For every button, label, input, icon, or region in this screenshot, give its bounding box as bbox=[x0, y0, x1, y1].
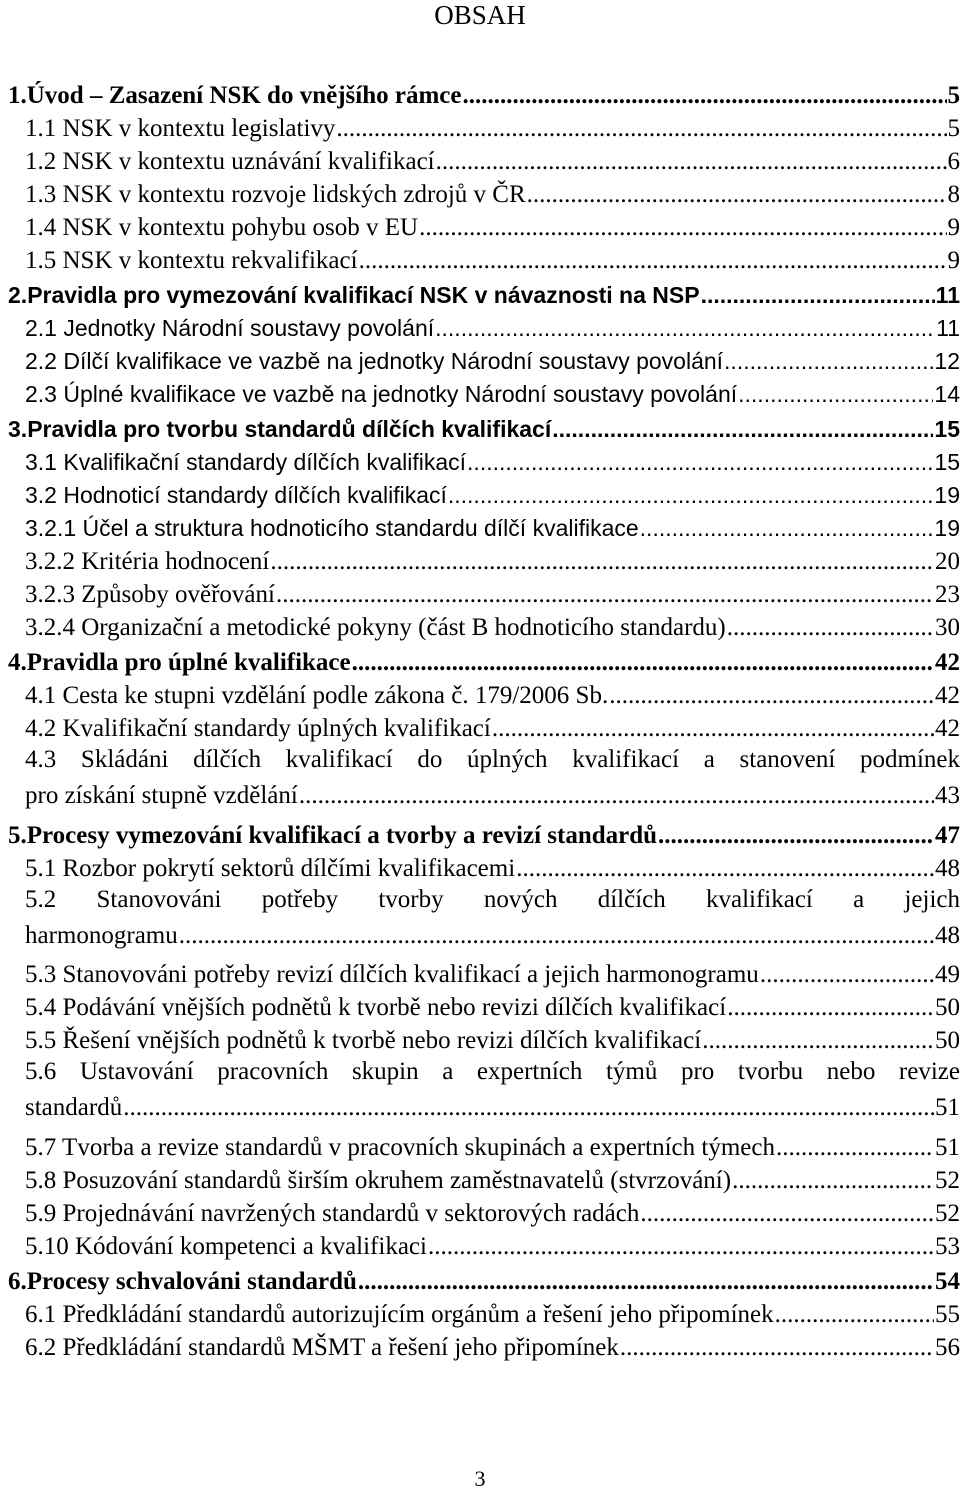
dot-leader bbox=[448, 482, 934, 509]
toc-page-number: 51 bbox=[935, 1094, 960, 1121]
toc-entry-text: 4.2 Kvalifikační standardy úplných kvalifikací bbox=[25, 715, 491, 742]
toc-page-number: 9 bbox=[947, 247, 960, 274]
dot-leader bbox=[732, 1167, 934, 1195]
toc-page-number: 56 bbox=[935, 1334, 960, 1361]
toc-entry-text: 5.3 Stanovováni potřeby revizí dílčích kvalifikací a jejich harmonogramu bbox=[25, 961, 759, 988]
toc-page-number: 11 bbox=[936, 315, 960, 341]
toc-chapter-number: 1. bbox=[8, 82, 27, 109]
toc-entry-text: 4.1 Cesta ke stupni vzdělání podle zákona č. 179/2006 Sb. bbox=[25, 682, 609, 709]
toc-entry[interactable] bbox=[25, 1301, 960, 1329]
dot-leader bbox=[462, 82, 946, 110]
toc-page-number: 50 bbox=[935, 1027, 960, 1054]
toc-entry-continuation[interactable] bbox=[25, 922, 960, 950]
toc-entry-continuation[interactable] bbox=[25, 1094, 960, 1122]
toc-entry[interactable] bbox=[25, 1334, 960, 1362]
toc-page-number: 19 bbox=[934, 482, 960, 508]
page-title: OBSAH bbox=[434, 0, 526, 30]
dot-leader bbox=[640, 1200, 934, 1228]
toc-entry[interactable] bbox=[25, 1134, 960, 1162]
toc-entry-text: Úvod – Zasazení NSK do vnějšího rámce bbox=[26, 82, 462, 109]
dot-leader bbox=[467, 449, 933, 476]
toc-entry[interactable] bbox=[25, 682, 960, 710]
toc-entry[interactable] bbox=[25, 482, 960, 509]
toc-entry-text: 6.2 Předkládání standardů MŠMT a řešení jeho připomínek bbox=[25, 1334, 619, 1361]
toc-entry[interactable] bbox=[25, 515, 960, 542]
toc-entry-text: 2.1 Jednotky Národní soustavy povolání bbox=[25, 315, 435, 341]
toc-entry[interactable] bbox=[25, 581, 960, 609]
toc-entry-text: 3.2.1 Účel a struktura hodnoticího standardu dílčí kvalifikace bbox=[25, 515, 639, 541]
toc-page-number: 30 bbox=[935, 614, 960, 641]
toc-chapter[interactable] bbox=[8, 82, 960, 110]
toc-entry-text: 5.2 Stanovováni potřeby tvorby nových dílčích kvalifikací a jejich bbox=[25, 886, 960, 913]
toc-page-number: 14 bbox=[934, 381, 960, 407]
toc-entry-text: 1.4 NSK v kontextu pohybu osob v EU bbox=[25, 214, 419, 241]
dot-leader bbox=[738, 381, 933, 408]
dot-leader bbox=[727, 994, 934, 1022]
dot-leader bbox=[776, 1134, 934, 1162]
toc-entry-text: 3.2 Hodnoticí standardy dílčích kvalifikací bbox=[25, 482, 447, 508]
toc-entry-text: 1.3 NSK v kontextu rozvoje lidských zdrojů v ČR bbox=[25, 181, 526, 208]
toc-page-number: 5 bbox=[947, 82, 960, 109]
dot-leader bbox=[299, 782, 934, 810]
toc-entry-text: 2.3 Úplné kvalifikace ve vazbě na jednotky Národní soustavy povolání bbox=[25, 381, 738, 407]
toc-entry[interactable] bbox=[25, 214, 960, 242]
toc-page-number: 55 bbox=[935, 1301, 960, 1328]
dot-leader bbox=[276, 581, 934, 609]
dot-leader bbox=[270, 548, 934, 576]
dot-leader bbox=[419, 214, 946, 242]
toc-entry-text: 6.1 Předkládání standardů autorizujícím orgánům a řešení jeho připomínek bbox=[25, 1301, 774, 1328]
toc-entry-text: 4.3 Skládáni dílčích kvalifikací do úplných kvalifikací a stanovení podmínek bbox=[25, 746, 960, 773]
toc-entry-text: 1.5 NSK v kontextu rekvalifikací bbox=[25, 247, 358, 274]
dot-leader bbox=[352, 649, 934, 677]
dot-leader bbox=[436, 148, 947, 176]
toc-page-number: 52 bbox=[935, 1200, 960, 1227]
toc-entry-text: 5.1 Rozbor pokrytí sektorů dílčími kvalifikacemi bbox=[25, 855, 516, 882]
toc-entry-text: standardů bbox=[25, 1094, 123, 1121]
dot-leader bbox=[358, 1268, 934, 1296]
toc-chapter-number: 6. bbox=[8, 1268, 27, 1295]
dot-leader bbox=[552, 416, 933, 443]
toc-chapter-number: 3. bbox=[8, 416, 28, 442]
toc-entry-text: harmonogramu bbox=[25, 922, 178, 949]
toc-entry-text: pro získání stupně vzdělání bbox=[25, 782, 298, 809]
toc-page-number: 6 bbox=[947, 148, 960, 175]
toc-page-number: 53 bbox=[935, 1233, 960, 1260]
toc-entry[interactable] bbox=[25, 449, 960, 476]
dot-leader bbox=[775, 1301, 934, 1329]
toc-chapter[interactable] bbox=[8, 822, 960, 850]
toc-page-number: 9 bbox=[947, 214, 960, 241]
toc-page-number: 20 bbox=[935, 548, 960, 575]
dot-leader bbox=[516, 855, 934, 883]
toc-entry-text: 3.2.4 Organizační a metodické pokyny (část B hodnoticího standardu) bbox=[25, 614, 726, 641]
toc-chapter[interactable] bbox=[8, 1268, 960, 1296]
dot-leader bbox=[179, 922, 934, 950]
dot-leader bbox=[428, 1233, 934, 1261]
toc-entry-text: Procesy schvalováni standardů bbox=[26, 1268, 357, 1295]
toc-page-number: 42 bbox=[935, 682, 960, 709]
toc-page-number: 42 bbox=[935, 649, 960, 676]
dot-leader bbox=[701, 282, 935, 309]
toc-entry-text: 5.10 Kódování kompetenci a kvalifikaci bbox=[25, 1233, 427, 1260]
toc-entry[interactable] bbox=[25, 1233, 960, 1261]
dot-leader bbox=[609, 682, 934, 710]
dot-leader bbox=[727, 614, 934, 642]
toc-page-number: 48 bbox=[935, 922, 960, 949]
toc-page-number: 54 bbox=[935, 1268, 960, 1295]
toc-entry-text: 5.9 Projednávání navržených standardů v sektorových radách bbox=[25, 1200, 640, 1227]
toc-entry[interactable] bbox=[25, 381, 960, 408]
toc-chapter[interactable] bbox=[8, 282, 960, 309]
dot-leader bbox=[123, 1094, 934, 1122]
dot-leader bbox=[492, 715, 934, 743]
dot-leader bbox=[336, 115, 946, 143]
toc-entry-text: 5.7 Tvorba a revize standardů v pracovních skupinách a expertních týmech bbox=[25, 1134, 775, 1161]
toc-entry-text: 5.8 Posuzování standardů širším okruhem zaměstnavatelů (stvrzování) bbox=[25, 1167, 732, 1194]
toc-page-number: 50 bbox=[935, 994, 960, 1021]
toc-entry[interactable] bbox=[25, 115, 960, 143]
toc-entry-text: 1.2 NSK v kontextu uznávání kvalifikací bbox=[25, 148, 435, 175]
toc-page-number: 8 bbox=[947, 181, 960, 208]
toc-chapter-number: 5. bbox=[8, 822, 27, 849]
toc-page-number: 47 bbox=[935, 822, 960, 849]
dot-leader bbox=[724, 348, 933, 375]
toc-page-number: 5 bbox=[947, 115, 960, 142]
toc-entry-text: Pravidla pro vymezování kvalifikací NSK v návaznosti na NSP bbox=[27, 282, 700, 308]
toc-entry[interactable] bbox=[25, 181, 960, 209]
toc-page-number: 42 bbox=[935, 715, 960, 742]
toc-entry-text: 5.4 Podávání vnějších podnětů k tvorbě nebo revizi dílčích kvalifikací bbox=[25, 994, 727, 1021]
toc-entry[interactable] bbox=[25, 247, 960, 275]
dot-leader bbox=[435, 315, 935, 342]
toc-entry-text: Pravidla pro úplné kvalifikace bbox=[26, 649, 351, 676]
toc-page-number: 48 bbox=[935, 855, 960, 882]
toc-entry[interactable] bbox=[25, 1167, 960, 1195]
toc-entry-text: 2.2 Dílčí kvalifikace ve vazbě na jednotky Národní soustavy povolání bbox=[25, 348, 724, 374]
dot-leader bbox=[640, 515, 934, 542]
toc-chapter-number: 2. bbox=[8, 282, 28, 308]
toc-entry[interactable] bbox=[25, 548, 960, 576]
toc-entry[interactable] bbox=[25, 1054, 960, 1090]
toc-page-number: 49 bbox=[935, 961, 960, 988]
toc-entry[interactable] bbox=[25, 882, 960, 918]
dot-leader bbox=[620, 1334, 934, 1362]
toc-chapter-number: 4. bbox=[8, 649, 27, 676]
toc-page-number: 52 bbox=[935, 1167, 960, 1194]
toc-page-number: 43 bbox=[935, 782, 960, 809]
dot-leader bbox=[702, 1027, 934, 1055]
toc-entry-text: 5.5 Řešení vnějších podnětů k tvorbě nebo revizi dílčích kvalifikací bbox=[25, 1027, 702, 1054]
toc-entry[interactable] bbox=[25, 961, 960, 989]
toc-entry[interactable] bbox=[25, 1200, 960, 1228]
toc-entry[interactable] bbox=[25, 1027, 960, 1055]
dot-leader bbox=[527, 181, 947, 209]
toc-page-number: 15 bbox=[934, 449, 960, 475]
toc-entry[interactable] bbox=[25, 315, 960, 342]
toc-entry-text: Procesy vymezování kvalifikací a tvorby a revizí standardů bbox=[26, 822, 658, 849]
toc-page-number: 12 bbox=[934, 348, 960, 374]
dot-leader bbox=[658, 822, 934, 850]
toc-entry-text: 1.1 NSK v kontextu legislativy bbox=[25, 115, 336, 142]
dot-leader bbox=[760, 961, 934, 989]
toc-entry[interactable] bbox=[25, 348, 960, 375]
toc-entry-text: 3.2.2 Kritéria hodnocení bbox=[25, 548, 270, 575]
toc-entry[interactable] bbox=[25, 994, 960, 1022]
toc-page-number: 51 bbox=[935, 1134, 960, 1161]
toc-entry-text: 3.1 Kvalifikační standardy dílčích kvalifikací bbox=[25, 449, 467, 475]
toc-entry-text: 5.6 Ustavování pracovních skupin a expertních týmů pro tvorbu nebo revize bbox=[25, 1058, 960, 1085]
page-number: 3 bbox=[474, 1466, 486, 1491]
toc-entry[interactable] bbox=[25, 855, 960, 883]
toc-entry-continuation[interactable] bbox=[25, 782, 960, 810]
toc-chapter[interactable] bbox=[8, 649, 960, 677]
toc-page-number: 19 bbox=[934, 515, 960, 541]
toc-chapter[interactable] bbox=[8, 416, 960, 443]
toc-entry[interactable] bbox=[25, 742, 960, 778]
toc-entry[interactable] bbox=[25, 715, 960, 743]
toc-page-number: 15 bbox=[934, 416, 960, 442]
toc-page-number: 11 bbox=[935, 282, 960, 308]
dot-leader bbox=[359, 247, 947, 275]
toc-entry-text: 3.2.3 Způsoby ověřování bbox=[25, 581, 275, 608]
toc-page-number: 23 bbox=[935, 581, 960, 608]
toc-entry-text: Pravidla pro tvorbu standardů dílčích kvalifikací bbox=[27, 416, 552, 442]
toc-entry[interactable] bbox=[25, 614, 960, 642]
toc-entry[interactable] bbox=[25, 148, 960, 176]
